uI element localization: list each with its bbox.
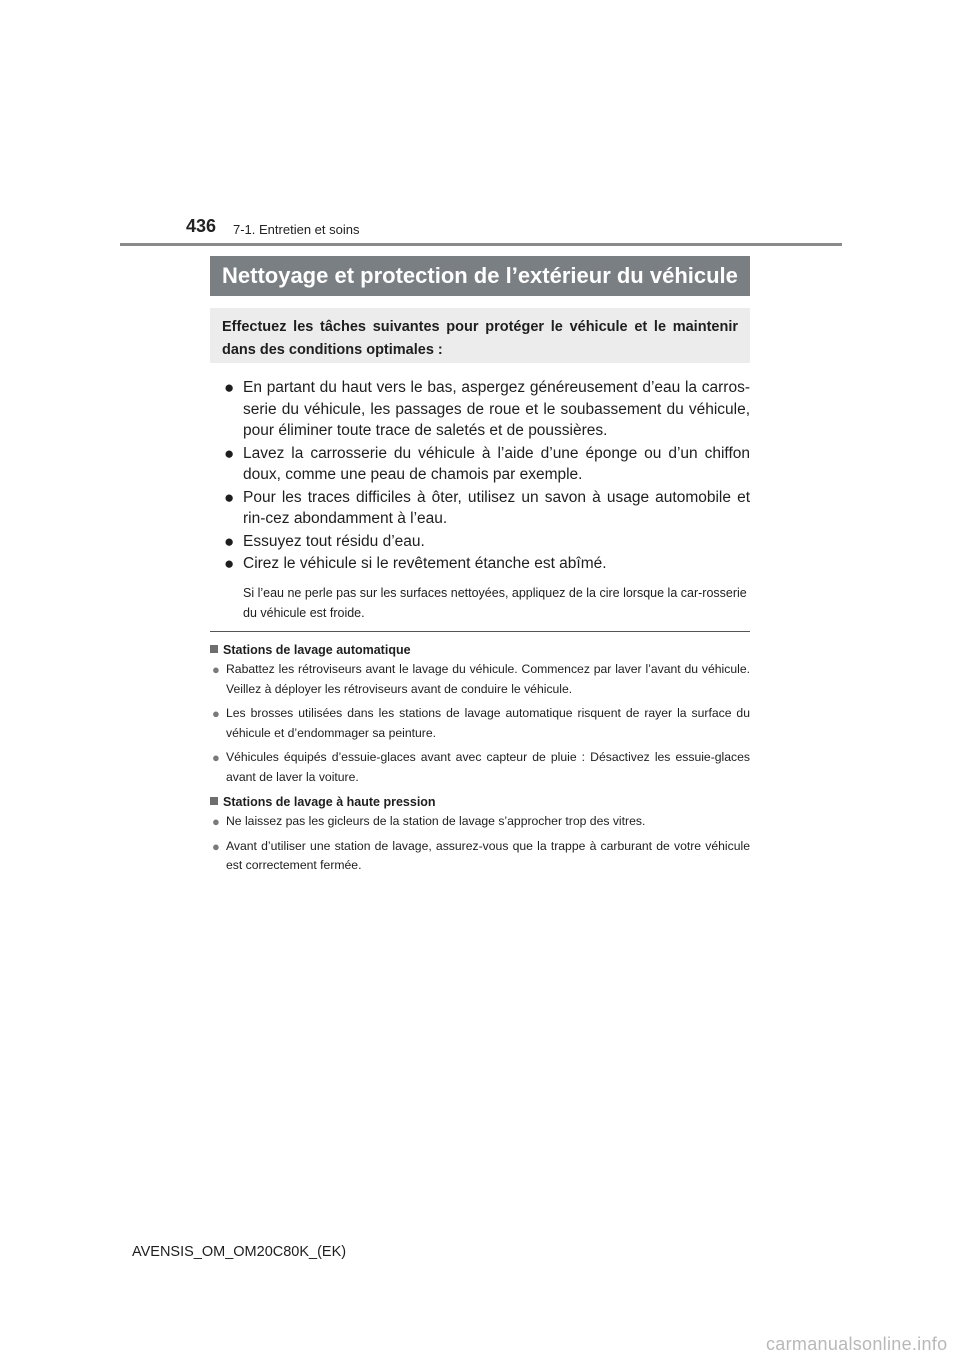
step-text: Lavez la carrosserie du véhicule à l’aide d’une éponge ou d’un chiffon doux, comme une peau de chamois par exemple.	[243, 444, 750, 483]
page-header	[0, 0, 960, 250]
document-code: AVENSIS_OM_OM20C80K_(EK)	[132, 1244, 347, 1260]
info-heading	[210, 792, 750, 812]
info-item-text: Rabattez les rétroviseurs avant le lavage du véhicule. Commencez par laver l’avant du véhicule. Veillez à déployer les rétroviseurs avant de conduire le véhicule.	[226, 662, 750, 696]
step-item	[210, 553, 750, 624]
step-item	[210, 443, 750, 486]
bullet-icon: ●	[224, 487, 235, 507]
info-item	[210, 660, 750, 699]
bullet-icon: ●	[224, 378, 235, 397]
section-divider	[210, 631, 750, 632]
step-item	[210, 377, 750, 442]
square-bullet-icon	[210, 797, 218, 805]
info-group-high-pressure	[210, 792, 750, 876]
square-bullet-icon	[210, 645, 218, 653]
info-item	[210, 704, 750, 743]
info-item-text: Les brosses utilisées dans les stations de lavage automatique risquent de rayer la surface du véhicule et d’endommager sa peinture.	[226, 706, 750, 740]
info-section	[210, 640, 750, 881]
wax-note: Si l’eau ne perle pas sur les surfaces nettoyées, appliquez de la cire lorsque la car-rosserie du véhicule est froide.	[243, 585, 747, 620]
header-rule	[120, 243, 842, 246]
bullet-icon: ●	[212, 706, 220, 721]
bullet-icon: ●	[212, 814, 220, 829]
info-heading-text: Stations de lavage à haute pression	[223, 795, 436, 809]
info-heading-text: Stations de lavage automatique	[223, 643, 411, 657]
bullet-icon: ●	[224, 554, 235, 573]
step-item	[210, 487, 750, 530]
info-item-text: Avant d’utiliser une station de lavage, assurez-vous que la trappe à carburant de votre véhicule est correctement fermée.	[226, 838, 750, 872]
bullet-icon: ●	[212, 662, 220, 677]
section-label: 7-1. Entretien et soins	[233, 222, 360, 237]
page-title: Nettoyage et protection de l’extérieur du véhicule	[210, 256, 750, 296]
page-number: 436	[186, 216, 217, 236]
step-text: Cirez le véhicule si le revêtement étanche est abîmé.	[243, 555, 607, 572]
info-item	[210, 837, 750, 876]
bullet-icon: ●	[212, 750, 220, 765]
info-group-automatic	[210, 640, 750, 787]
info-item	[210, 812, 750, 832]
info-heading	[210, 640, 750, 660]
watermark: carmanualsonline.info	[766, 1334, 948, 1354]
step-text: En partant du haut vers le bas, aspergez généreusement d’eau la carros-serie du véhicule, les passages de roue et le soubassement du véhicule, pour éliminer toute trace de saletés et de poussières.	[243, 379, 750, 439]
steps-list	[210, 377, 750, 625]
info-item-text: Ne laissez pas les gicleurs de la station de lavage s’approcher trop des vitres.	[226, 814, 646, 828]
info-item	[210, 748, 750, 787]
bullet-icon: ●	[224, 443, 235, 463]
info-item-text: Véhicules équipés d’essuie-glaces avant avec capteur de pluie : Désactivez les essuie-glaces avant de laver la voiture.	[226, 750, 750, 784]
step-text: Essuyez tout résidu d’eau.	[243, 532, 425, 550]
bullet-icon: ●	[224, 531, 235, 551]
step-item	[210, 531, 750, 553]
intro-box: Effectuez les tâches suivantes pour protéger le véhicule et le maintenir dans des conditions optimales :	[210, 308, 750, 363]
step-text: Pour les traces difficiles à ôter, utilisez un savon à usage automobile et rin-cez abondamment à l’eau.	[243, 488, 750, 527]
bullet-icon: ●	[212, 838, 220, 854]
